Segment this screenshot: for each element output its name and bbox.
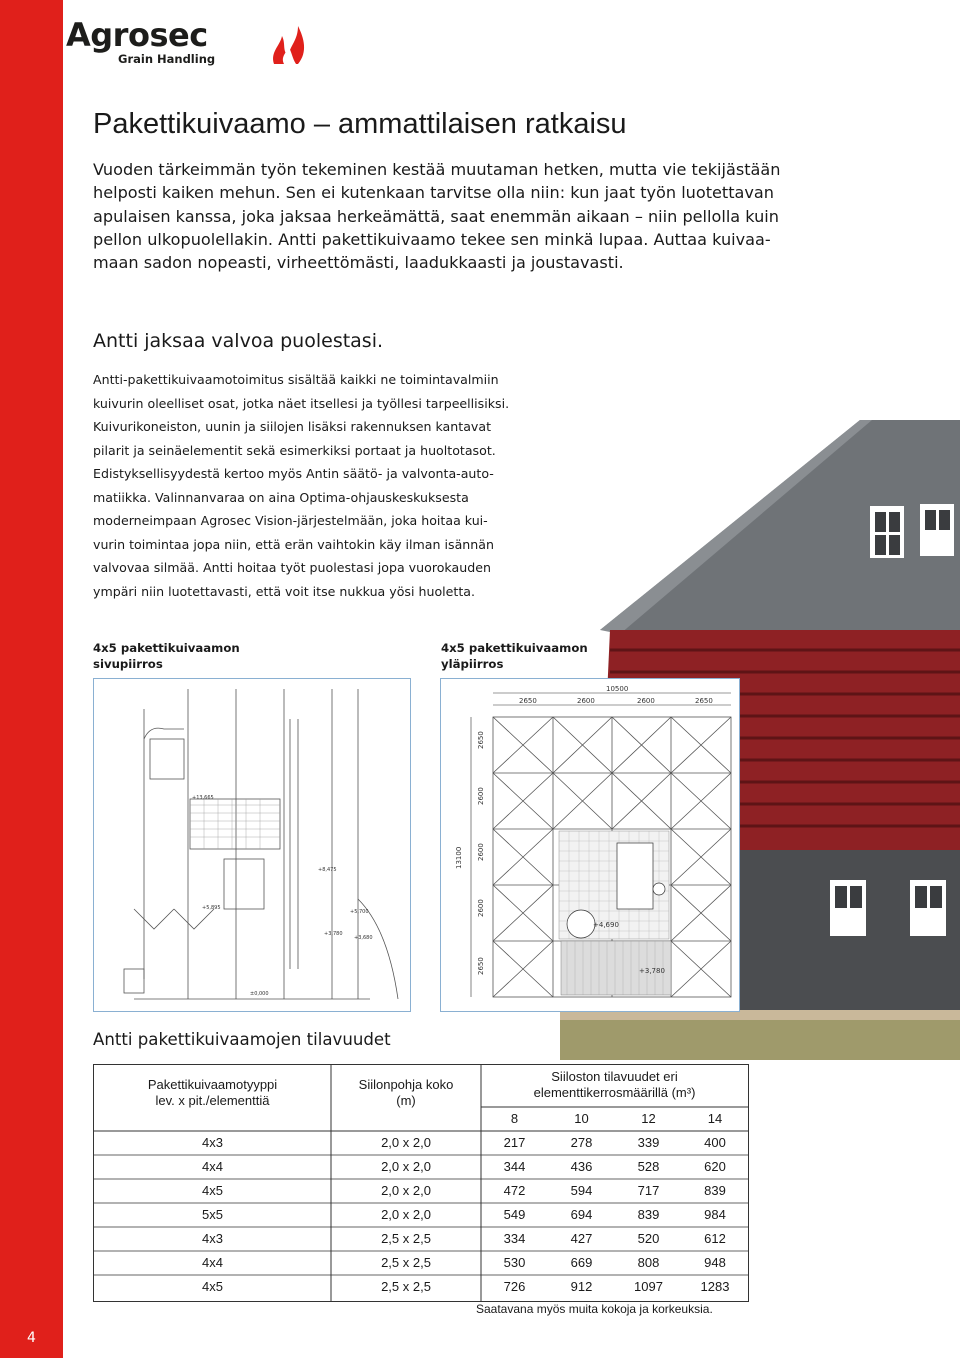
base-cell: 2,5 x 2,5 xyxy=(381,1231,431,1246)
body-line: moderneimpaan Agrosec Vision-järjestelmään, joka hoitaa kui- xyxy=(93,513,488,528)
section-subheading: Antti jaksaa valvoa puolestasi. xyxy=(93,330,384,352)
body-line: Kuivurikoneiston, uunin ja siilojen lisäksi rakennuksen kantavat xyxy=(93,419,492,434)
intro-line: apulaisen kanssa, joka jaksaa herkeämättä, saat enemmän aikaan – niin pellolla kuin xyxy=(93,206,779,226)
dimension-label: 2600 xyxy=(477,843,485,861)
type-cell: 4x4 xyxy=(202,1159,223,1174)
dimension-label: 2600 xyxy=(477,787,485,805)
volume-cell: 912 xyxy=(570,1279,593,1294)
body-line: valvovaa silmää. Antti hoitaa työt puolestasi jopa vuorokauden xyxy=(93,560,491,575)
type-cell: 5x5 xyxy=(202,1207,223,1222)
volume-cell: 984 xyxy=(704,1207,726,1222)
volume-cell: 694 xyxy=(570,1207,593,1222)
dimension-label: 10500 xyxy=(606,685,629,693)
volume-cell: 530 xyxy=(503,1255,526,1270)
flame-icon xyxy=(268,12,308,68)
volume-cell: 520 xyxy=(637,1231,660,1246)
volume-cell: 808 xyxy=(637,1255,660,1270)
intro-line: maan sadon nopeasti, virheettömästi, laadukkaasti ja joustavasti. xyxy=(93,253,624,273)
side-elevation-drawing xyxy=(93,678,411,1012)
volume-cell: 594 xyxy=(570,1183,593,1198)
volume-cell: 344 xyxy=(503,1159,526,1174)
layer-count: 14 xyxy=(707,1111,723,1126)
type-cell: 4x5 xyxy=(202,1279,223,1294)
volume-cell: 427 xyxy=(570,1231,593,1246)
volume-cell: 726 xyxy=(503,1279,526,1294)
body-line: kuivurin oleelliset osat, jotka näet itsellesi ja työllesi tarpeellisiksi. xyxy=(93,395,510,411)
plan-drawing xyxy=(440,678,740,1012)
dimension-label: 13100 xyxy=(455,846,463,869)
layer-count: 8 xyxy=(510,1111,519,1126)
body-line: Edistyksellisyydestä kertoo myös Antin säätö- ja valvonta-auto- xyxy=(93,466,494,481)
page-title: Pakettikuivaamo – ammattilaisen ratkaisu xyxy=(93,108,627,140)
volume-cell: 528 xyxy=(637,1159,660,1174)
dimension-label: 2650 xyxy=(519,697,537,705)
body-line: pilarit ja seinäelementit sekä esimerkiksi portaat ja huoltotasot. xyxy=(93,442,496,458)
level-label: +3,780 xyxy=(639,967,665,975)
intro-line: Vuoden tärkeimmän työn tekeminen kestää muutaman hetken, mutta vie tekijästään xyxy=(93,160,781,179)
base-cell: 2,0 x 2,0 xyxy=(381,1159,431,1174)
type-cell: 4x3 xyxy=(202,1135,223,1150)
volume-cell: 436 xyxy=(570,1159,593,1174)
level-label: ±0,000 xyxy=(250,991,269,997)
volume-cell: 1097 xyxy=(634,1279,663,1294)
volume-cell: 717 xyxy=(637,1183,660,1198)
dimension-label: 2600 xyxy=(637,697,655,705)
side-drawing-caption xyxy=(93,640,240,672)
header-line: elementtikerrosmäärillä (m³) xyxy=(533,1085,696,1100)
volume-cell: 400 xyxy=(704,1135,726,1150)
caption-line: 4x5 pakettikuivaamon xyxy=(441,641,588,655)
top-drawing-caption xyxy=(441,640,588,672)
volume-table xyxy=(93,1064,749,1302)
header-line: (m) xyxy=(396,1093,416,1108)
type-cell: 4x3 xyxy=(202,1231,223,1246)
dimension-label: 2600 xyxy=(477,899,485,917)
volume-cell: 549 xyxy=(503,1207,526,1222)
level-label: +3,680 xyxy=(354,935,373,941)
page-number: 4 xyxy=(27,1330,36,1346)
volume-cell: 472 xyxy=(503,1183,526,1198)
layer-count: 12 xyxy=(641,1111,656,1126)
base-cell: 2,0 x 2,0 xyxy=(381,1135,431,1150)
dimension-label: 2650 xyxy=(477,731,485,749)
base-cell: 2,5 x 2,5 xyxy=(381,1255,431,1270)
body-line: ympäri niin luotettavasti, että voit itse nukkua yösi huoletta. xyxy=(93,583,476,599)
dimension-label: 2650 xyxy=(477,957,485,975)
volume-cell: 669 xyxy=(570,1255,593,1270)
volume-cell: 217 xyxy=(503,1135,526,1150)
body-line: matiikka. Valinnanvaraa on aina Optima-ohjauskeskuksesta xyxy=(93,489,469,505)
base-cell: 2,0 x 2,0 xyxy=(381,1183,431,1198)
volume-cell: 334 xyxy=(503,1231,526,1246)
level-label: +13,665 xyxy=(192,795,214,801)
volume-cell: 612 xyxy=(704,1231,726,1246)
base-cell: 2,5 x 2,5 xyxy=(381,1279,431,1294)
red-sidebar xyxy=(0,0,63,1358)
type-cell: 4x4 xyxy=(202,1255,223,1270)
col-base-header xyxy=(331,1077,481,1109)
intro-line: pellon ulkopuolellakin. Antti pakettikuivaamo tekee sen minkä lupaa. Auttaa kuivaa- xyxy=(93,229,771,249)
caption-line: yläpiirros xyxy=(441,657,504,671)
body-paragraph xyxy=(93,368,543,603)
level-label: +8,475 xyxy=(318,867,337,873)
level-label: +5,700 xyxy=(350,909,369,915)
volume-cell: 839 xyxy=(637,1207,660,1222)
page-number-box xyxy=(0,1330,63,1358)
dimension-label: 2650 xyxy=(695,697,713,705)
base-cell: 2,0 x 2,0 xyxy=(381,1207,431,1222)
body-line: vurin toimintaa jopa niin, että erän vaihtokin käy ilman isännän xyxy=(93,536,494,552)
volume-cell: 620 xyxy=(704,1159,726,1174)
level-label: +3,780 xyxy=(324,931,343,937)
caption-line: sivupiirros xyxy=(93,657,163,671)
header-line: lev. x pit./elementtiä xyxy=(155,1093,270,1108)
caption-line: 4x5 pakettikuivaamon xyxy=(93,641,240,655)
level-label: +4,690 xyxy=(593,921,619,929)
brand-tagline: Grain Handling xyxy=(118,52,216,66)
table-note: Saatavana myös muita kokoja ja korkeuksia. xyxy=(476,1302,713,1316)
agrosec-logo xyxy=(66,8,266,68)
intro-line: helposti kaiken mehun. Sen ei kutenkaan tarvitse olla niin: kun jaat työn luotettavan xyxy=(93,183,774,203)
layer-count: 10 xyxy=(574,1111,589,1126)
type-cell: 4x5 xyxy=(202,1183,223,1198)
header-line: Pakettikuivaamotyyppi xyxy=(147,1077,278,1092)
header-line: Siiloston tilavuudet eri xyxy=(551,1069,678,1084)
table-heading: Antti pakettikuivaamojen tilavuudet xyxy=(93,1030,391,1049)
col-group-header xyxy=(481,1069,748,1101)
volume-cell: 948 xyxy=(704,1255,726,1270)
level-label: +5,895 xyxy=(202,905,221,911)
brand-name: Agrosec xyxy=(66,16,208,54)
intro-paragraph xyxy=(93,158,853,274)
volume-cell: 1283 xyxy=(700,1279,730,1294)
volume-cell: 278 xyxy=(570,1135,593,1150)
col-type-header xyxy=(94,1077,331,1109)
header-line: Siilonpohja koko xyxy=(358,1077,454,1092)
body-line: Antti-pakettikuivaamotoimitus sisältää kaikki ne toimintavalmiin xyxy=(93,372,499,387)
volume-cell: 339 xyxy=(637,1135,660,1150)
dimension-label: 2600 xyxy=(577,697,595,705)
volume-cell: 839 xyxy=(704,1183,726,1198)
